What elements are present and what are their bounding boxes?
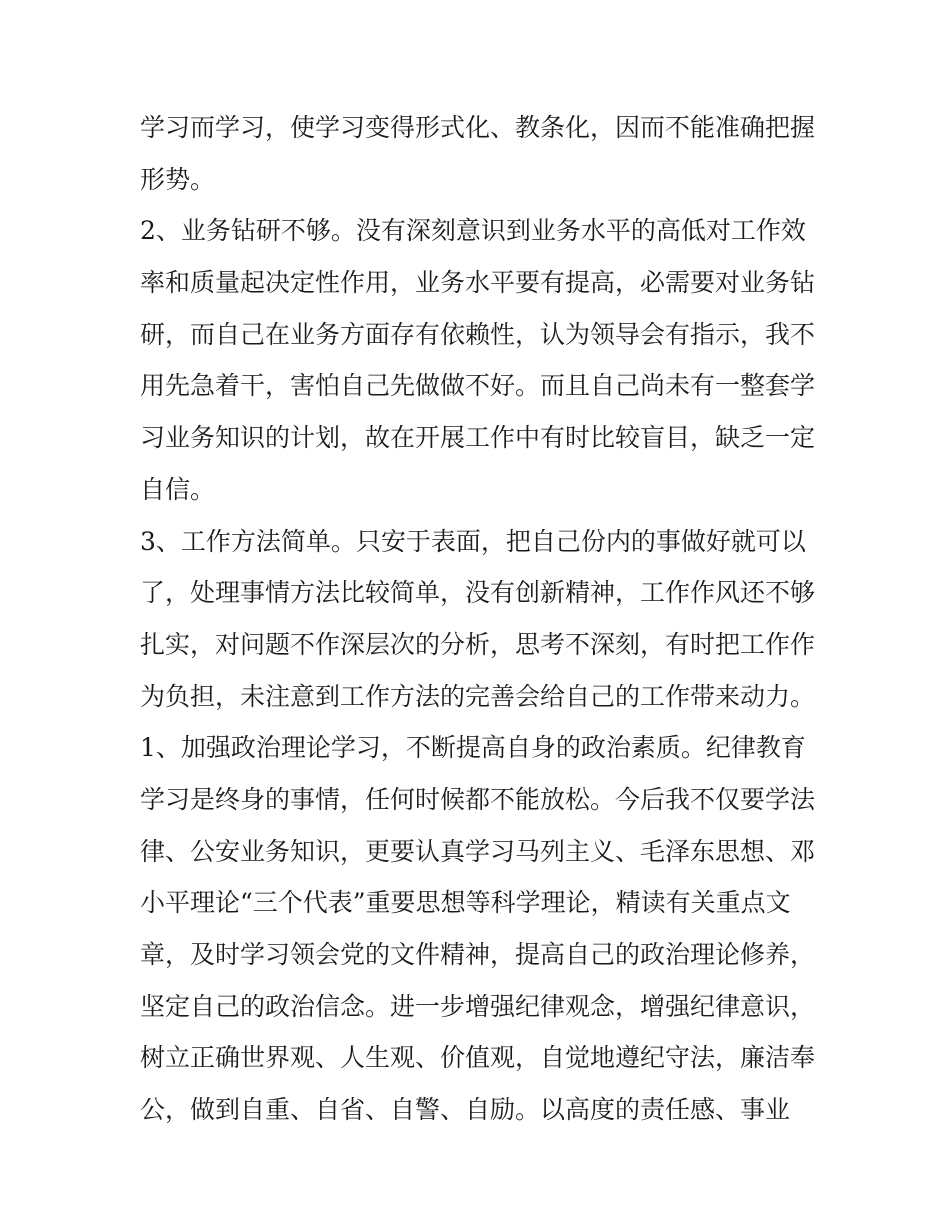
text-line: 率和质量起决定性作用，业务水平要有提高，必需要对业务钻 — [140, 268, 816, 298]
body-text — [140, 102, 820, 1136]
text-line: 3、工作方法简单。只安于表面，把自己份内的事做好就可以 — [140, 526, 806, 556]
text-line: 习业务知识的计划，故在开展工作中有时比较盲目，缺乏一定 — [140, 423, 816, 453]
text-line: 章，及时学习领会党的文件精神，提高自己的政治理论修养， — [140, 940, 816, 969]
text-line: 自信。 — [140, 474, 216, 504]
text-line: 研，而自己在业务方面存有依赖性，认为领导会有指示，我不 — [140, 319, 816, 349]
text-line: 小平理论“三个代表”重要思想等科学理论，精读有关重点文 — [140, 888, 791, 918]
text-line: 形势。 — [140, 164, 216, 194]
text-line: 坚定自己的政治信念。进一步增强纪律观念，增强纪律意识， — [140, 991, 816, 1021]
text-line: 学习而学习，使学习变得形式化、教条化，因而不能准确把握 — [140, 113, 816, 142]
text-line: 律、公安业务知识，更要认真学习马列主义、毛泽东思想、邓 — [140, 836, 816, 866]
text-line: 公，做到自重、自省、自警、自励。以高度的责任感、事业 — [140, 1095, 791, 1125]
text-line: 用先急着干，害怕自己先做做不好。而且自己尚未有一整套学 — [140, 371, 816, 401]
text-line: 2、业务钻研不够。没有深刻意识到业务水平的高低对工作效 — [140, 216, 806, 246]
text-line: 扎实，对问题不作深层次的分析，思考不深刻，有时把工作作 — [140, 629, 816, 659]
text-line: 1、加强政治理论学习，不断提高自身的政治素质。纪律教育 — [140, 733, 806, 763]
text-line: 树立正确世界观、人生观、价值观，自觉地遵纪守法，廉洁奉 — [140, 1043, 816, 1073]
text-line: 学习是终身的事情，任何时候都不能放松。今后我不仅要学法 — [140, 784, 816, 814]
text-line: 了，处理事情方法比较简单，没有创新精神，工作作风还不够 — [140, 578, 816, 608]
text-line: 为负担，未注意到工作方法的完善会给自己的工作带来动力。 — [140, 681, 816, 711]
